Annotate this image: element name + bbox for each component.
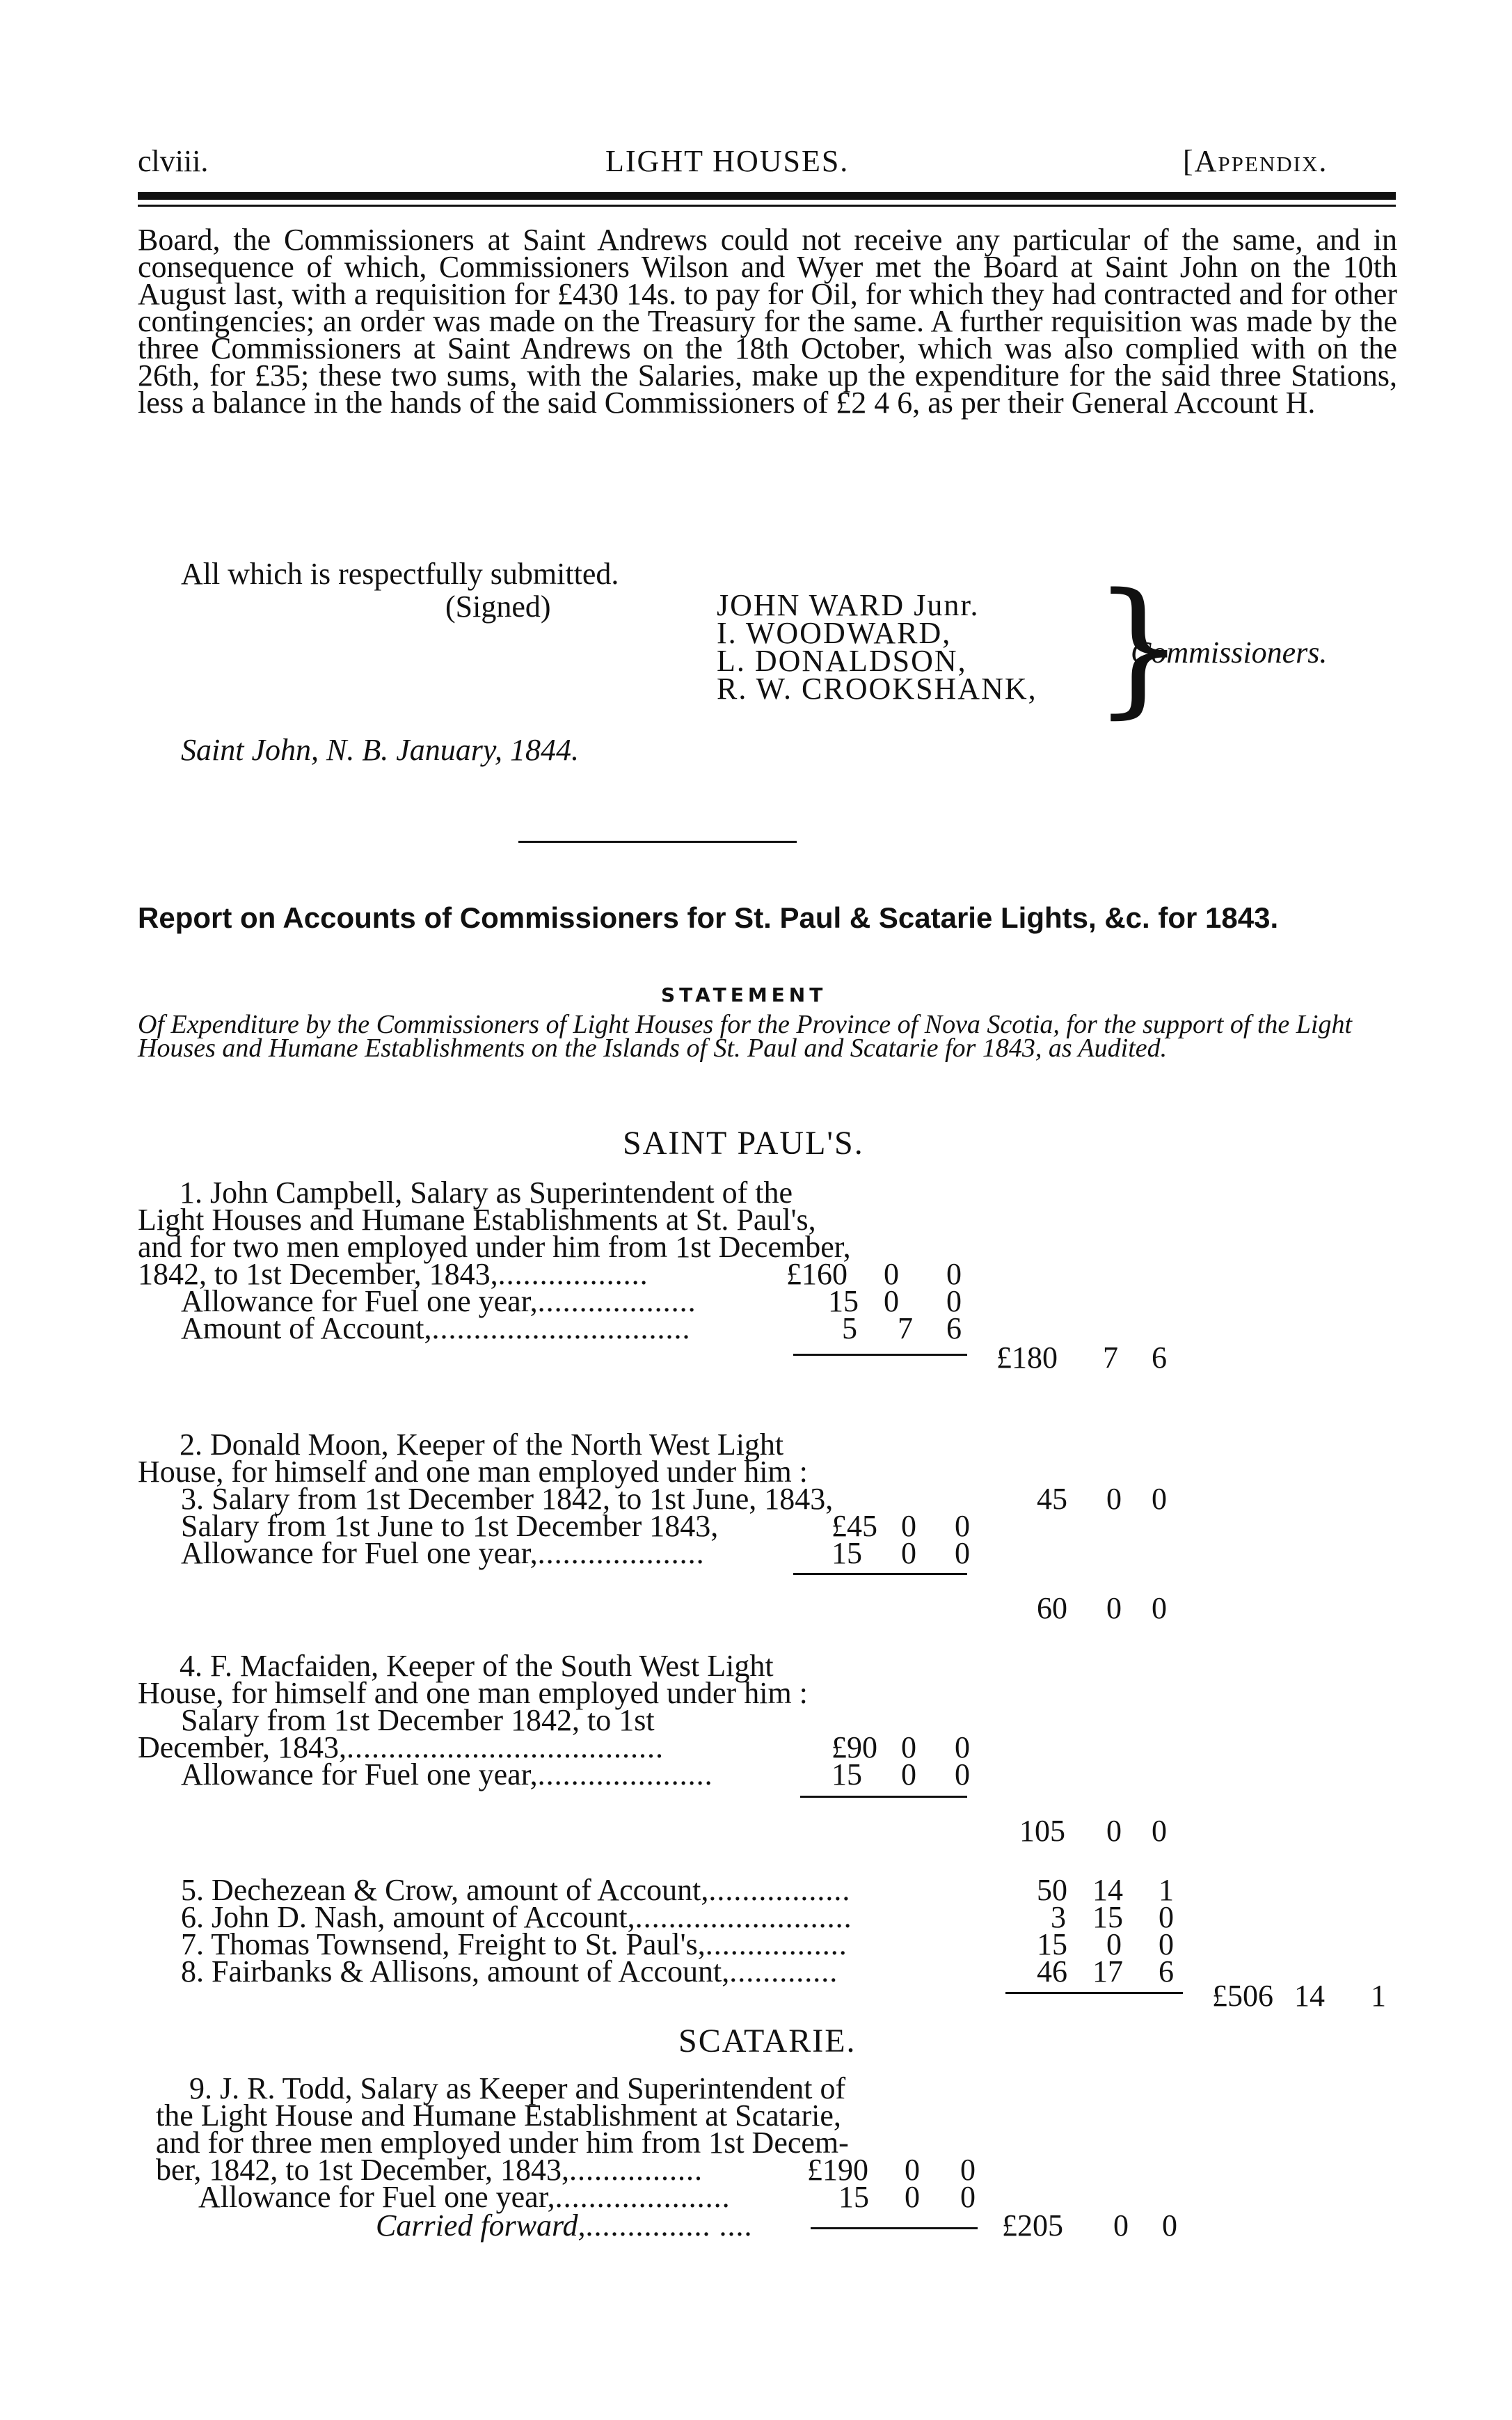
item1-account-shillings: 7: [898, 1311, 913, 1345]
appendix-label: [Appendix.: [1183, 144, 1328, 178]
item2-sub3-pounds: 15: [831, 1536, 862, 1570]
item2-sub3-pence: 0: [955, 1536, 970, 1570]
item9-salary-pounds: £190: [807, 2153, 868, 2187]
item2-sub1: 3. Salary from 1st December 1842, to 1st June, 1843,: [181, 1482, 834, 1516]
carried-forward-pence: 0: [1162, 2208, 1177, 2243]
item9-fuel-pounds: 15: [838, 2180, 869, 2214]
item4-subtotal-rule: [800, 1796, 967, 1798]
item9-line4: ber, 1842, to 1st December, 1843,................: [156, 2153, 703, 2187]
item7-label: 7. Thomas Townsend, Freight to St. Paul's,.................: [181, 1927, 847, 1961]
brace-glyph: }: [1092, 562, 1186, 732]
item7-shillings: 0: [1106, 1927, 1122, 1961]
item9-salary-pence: 0: [960, 2153, 976, 2187]
letter-paragraph: Board, the Commissioners at Saint Andrews could not receive any particular of the same, and in consequence of which, Commissioners Wilson and Wyer met the Board at Saint John on the 10th August last, with a requisition for £430 14s. to pay for Oil, for which they had contracted and for other contingencies; an order was made on the Treasury for the same. A further requisition was made by the three Commissioners at Saint Andrews on the 18th October, which was also complied with on the 26th, for £35; these two sums, with the Salaries, make up the expenditure for the said three Stations, less a balance in the hands of the said Commissioners of £2 4 6, as per their General Account H.: [138, 223, 1397, 420]
item2-sub2-pence: 0: [955, 1509, 970, 1543]
item2-sub1-pence: 0: [1152, 1482, 1167, 1516]
item2-line2: House, for himself and one man employed under him :: [138, 1455, 808, 1489]
item1-account-pounds: 5: [842, 1311, 857, 1345]
commissioners-label: Commissioners.: [1131, 635, 1328, 670]
item5-shillings: 14: [1092, 1873, 1123, 1907]
item1-subtotal-rule: [793, 1354, 967, 1356]
item1-total-pounds: £180: [996, 1341, 1058, 1375]
item2-subtotal-rule: [793, 1573, 967, 1575]
page-number: clviii.: [138, 144, 209, 178]
signatory-1: JOHN WARD Junr.: [717, 588, 980, 622]
item1-salary-pence: 0: [946, 1257, 962, 1291]
item1-fuel-shillings: 0: [884, 1284, 899, 1318]
item2-sub1-pounds: 45: [1037, 1482, 1067, 1516]
signatory-2: I. WOODWARD,: [717, 616, 952, 650]
item2-sub2-pounds: £45: [831, 1509, 877, 1543]
item1-line3: and for two men employed under him from 1st December,: [138, 1230, 851, 1264]
item7-pounds: 15: [1037, 1927, 1067, 1961]
item4-line1: 4. F. Macfaiden, Keeper of the South West Light: [180, 1649, 774, 1683]
item9-line1: 9. J. R. Todd, Salary as Keeper and Superintendent of: [189, 2071, 846, 2105]
item1-fuel-pence: 0: [946, 1284, 962, 1318]
item6-shillings: 15: [1092, 1900, 1123, 1934]
report-title: Report on Accounts of Commissioners for St. Paul & Scatarie Lights, &c. for 1843.: [138, 901, 1279, 934]
item2-sub3-shillings: 0: [901, 1536, 916, 1570]
item9-salary-shillings: 0: [905, 2153, 920, 2187]
item1-account: Amount of Account,...............................: [181, 1311, 691, 1345]
item9-fuel-shillings: 0: [905, 2180, 920, 2214]
item8-shillings: 17: [1092, 1954, 1123, 1988]
item7-pence: 0: [1159, 1927, 1174, 1961]
scatarie-heading: SCATARIE.: [678, 2023, 857, 2059]
item2-total-shillings: 0: [1106, 1591, 1122, 1625]
item1-line2: Light Houses and Humane Establishments at St. Paul's,: [138, 1203, 816, 1237]
item1-line4: 1842, to 1st December, 1843,..................: [138, 1257, 648, 1291]
statement-heading: STATEMENT: [661, 983, 827, 1006]
item9-fuel: Allowance for Fuel one year,.....................: [198, 2180, 731, 2214]
carried-forward-shillings: 0: [1113, 2208, 1129, 2243]
item2-line1: 2. Donald Moon, Keeper of the North West Light: [180, 1428, 784, 1462]
item4-salary-pence: 0: [955, 1730, 970, 1764]
item4-total-pounds: 105: [1019, 1814, 1065, 1848]
item9-line2: the Light House and Humane Establishment at Scatarie,: [156, 2098, 841, 2133]
signatory-list: [717, 588, 1037, 706]
saint-pauls-total-rule: [1005, 1992, 1183, 1994]
saint-pauls-total-pounds: £506: [1212, 1979, 1273, 2013]
item9-line3: and for three men employed under him from 1st Decem-: [156, 2126, 849, 2160]
item5-pounds: 50: [1037, 1873, 1067, 1907]
item8-label: 8. Fairbanks & Allisons, amount of Account,.............: [181, 1954, 838, 1988]
item2-sub2-shillings: 0: [901, 1509, 916, 1543]
item6-label: 6. John D. Nash, amount of Account,..........................: [181, 1900, 852, 1934]
header-rule-thick: [138, 192, 1396, 200]
item2-total-pence: 0: [1152, 1591, 1167, 1625]
item1-fuel: Allowance for Fuel one year,...................: [181, 1284, 697, 1318]
carried-forward-pounds: £205: [1002, 2208, 1063, 2243]
signatory-3: L. DONALDSON,: [717, 644, 967, 678]
item4-salary-pounds: £90: [831, 1730, 877, 1764]
item8-pence: 6: [1159, 1954, 1174, 1988]
item1-salary-shillings: 0: [884, 1257, 899, 1291]
carried-forward-label: Carried forward,............... ....: [376, 2208, 753, 2243]
item1-total-pence: 6: [1152, 1341, 1167, 1375]
place-date: Saint John, N. B. January, 1844.: [181, 733, 579, 767]
item2-sub2: Salary from 1st June to 1st December 1843,: [181, 1509, 719, 1543]
section-divider: [518, 841, 797, 843]
item4-fuel: Allowance for Fuel one year,.....................: [181, 1757, 713, 1792]
item6-pounds: 3: [1051, 1900, 1066, 1934]
item2-sub3: Allowance for Fuel one year,....................: [181, 1536, 705, 1570]
item4-line2: House, for himself and one man employed under him :: [138, 1676, 808, 1710]
item4-fuel-pounds: 15: [831, 1757, 862, 1792]
item5-pence: 1: [1159, 1873, 1174, 1907]
carried-forward-rule: [811, 2227, 978, 2229]
item2-sub1-shillings: 0: [1106, 1482, 1122, 1516]
statement-subtitle: Of Expenditure by the Commissioners of Light Houses for the Province of Nova Scotia, for the support of the Light Houses and Humane Establishments on the Islands of St. Paul and Scatarie for 1843, as Audited.: [138, 1010, 1353, 1063]
item4-total-shillings: 0: [1106, 1814, 1122, 1848]
running-title: LIGHT HOUSES.: [605, 144, 850, 178]
saint-pauls-heading: SAINT PAUL'S.: [623, 1125, 864, 1162]
item8-pounds: 46: [1037, 1954, 1067, 1988]
item6-pence: 0: [1159, 1900, 1174, 1934]
item5-label: 5. Dechezean & Crow, amount of Account,.................: [181, 1873, 851, 1907]
item4-line3: Salary from 1st December 1842, to 1st: [181, 1703, 655, 1737]
item1-line1: 1. John Campbell, Salary as Superintendent of the: [180, 1176, 793, 1210]
signatory-4: R. W. CROOKSHANK,: [717, 672, 1037, 706]
item4-salary-shillings: 0: [901, 1730, 916, 1764]
item2-total-pounds: 60: [1037, 1591, 1067, 1625]
item1-total-shillings: 7: [1103, 1341, 1118, 1375]
item4-total-pence: 0: [1152, 1814, 1167, 1848]
item1-fuel-pounds: 15: [828, 1284, 859, 1318]
saint-pauls-total-shillings: 14: [1294, 1979, 1325, 2013]
header-rule-thin: [138, 205, 1396, 207]
closing-line: All which is respectfully submitted.: [181, 557, 619, 591]
item9-fuel-pence: 0: [960, 2180, 976, 2214]
signed-label: (Signed): [445, 590, 551, 624]
item4-fuel-shillings: 0: [901, 1757, 916, 1792]
item1-salary-pounds: £160: [786, 1257, 847, 1291]
saint-pauls-total-pence: 1: [1371, 1979, 1386, 2013]
item4-fuel-pence: 0: [955, 1757, 970, 1792]
item1-account-pence: 6: [946, 1311, 962, 1345]
item4-line4: December, 1843,......................................: [138, 1730, 665, 1764]
